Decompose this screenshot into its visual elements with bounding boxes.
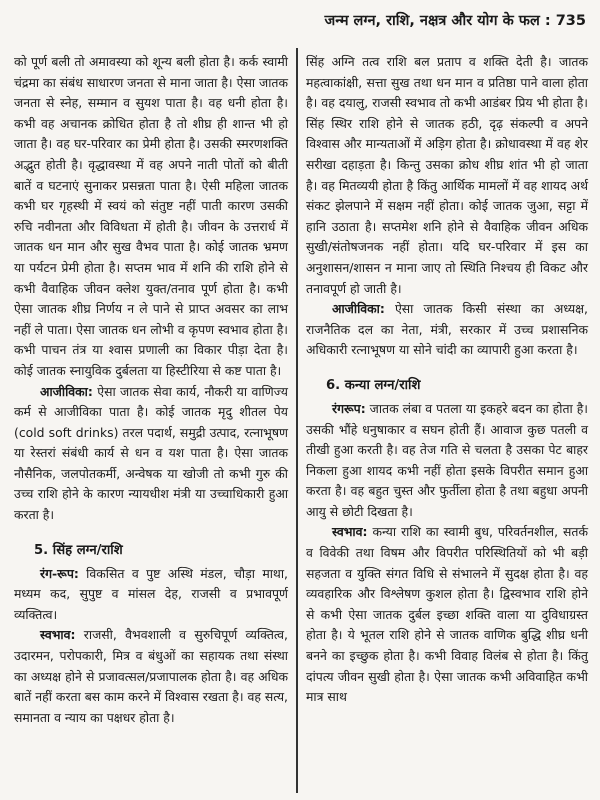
paragraph-livelihood-cancer — [14, 382, 288, 526]
livelihood-label: आजीविका: — [332, 301, 385, 317]
livelihood-text: ऐसा जातक सेवा कार्य, नौकरी या वाणिज्य कर्म से आजीविका पाता है। कोई जातक मृदु शीतल पेय (cold soft drinks) तरल पदार्थ, समुद्री उत्पाद, रत्नाभूषण या रेस्तरां संबंधी कार्य से धन व यश पाता है। ऐसा जातक नौसैनिक, जलपोतकर्मी, अन्वेषक या खोजी तो कभी गुरु की उच्च राशि होने के कारण न्यायधीश मंत्री या उच्चाधिकारी हुआ करता है। — [14, 383, 288, 523]
running-title: जन्म लग्न, राशि, नक्षत्र और योग के फल — [324, 13, 540, 29]
livelihood-label: आजीविका: — [40, 383, 93, 399]
nature-text: राजसी, वैभवशाली व सुरुचिपूर्ण व्यक्तित्व, उदारमन, परोपकारी, मित्र व बंधुओं का सहायक तथा संस्था का अध्यक्ष होने से प्रजावत्सल/प्रजापालक होता है। वह अधिक बातें नहीं करता बस काम करने में विश्वास रखता है। वह सत्य, समानता व न्याय का पक्षधर होता है। — [14, 627, 288, 725]
paragraph-livelihood-leo — [306, 299, 588, 361]
section-heading-virgo: 6. कन्या लग्न/राशि — [326, 377, 421, 393]
nature-label: स्वभाव: — [40, 627, 76, 643]
livelihood-text: ऐसा जातक किसी संस्था का अध्यक्ष, राजनैतिक दल का नेता, मंत्री, सरकार में उच्च प्रशासनिक अधिकारी रत्नाभूषण या सोने चांदी का व्यापारी हुआ करता है। — [306, 301, 588, 358]
right-column — [306, 52, 588, 708]
paragraph-nature-leo — [14, 625, 288, 728]
running-header — [324, 10, 586, 30]
page-number: 735 — [555, 13, 586, 29]
paragraph-nature-virgo — [306, 522, 588, 707]
paragraph-cancer-continued: को पूर्ण बली तो अमावस्या को शून्य बली होता है। कर्क स्वामी चंद्रमा का संबंध साधारण जनता से माना जाता है। ऐसा जातक जनता से स्नेह, सम्मान व सुयश पाता है। वह धनी होता है। कभी वह अचानक क्रोधित होता है तो शीघ्र ही शान्त भी हो जाता है। वह घर-परिवार का प्रेमी होता है। उसकी स्मरणशक्ति अद्भुत होती है। वृद्धावस्था में वह अपने नाती पोतों को बीती बातें व घटनाएं सुनाकर प्रसन्नता पाता है। ऐसी महिला जातक कभी घर गृहस्थी में स्वयं को संतुष्ट नहीं पाती कारण उसकी रुचि नवीनता और विविधता में होती है। जीवन के उत्तरार्ध में जातक धन मान और सुख वैभव पाता है। कोई जातक भ्रमण या पर्यटन प्रेमी होता है। सप्तम भाव में शनि की राशि होने से कभी वैवाहिक जीवन क्लेश युक्त/तनाव पूर्ण होता है। कभी ऐसा जातक शीघ्र निर्णय न ले पाने से प्राप्त अवसर का लाभ नहीं ले पाता। ऐसा जातक धन लोभी व कृपण स्वभाव होता है। कभी पाचन तंत्र या श्वास प्रणाली का विकार पीड़ा देता है। कोई जातक स्नायुविक दुर्बलता या हिस्टीरिया से कष्ट पाता है। — [14, 54, 288, 378]
paragraph-leo-continued: सिंह अग्नि तत्व राशि बल प्रताप व शक्ति देती है। जातक महत्वाकांक्षी, सत्ता सुख तथा धन मान व प्रतिष्ठा पाने वाला होता है। वह दयालु, राजसी स्वभाव तो कभी आडंबर प्रिय भी होता है। सिंह स्थिर राशि होने से जातक हठी, दृढ़ संकल्पी व अपने विश्वास और मान्यताओं में अड़िग होता है। क्रोधावस्था में वह शेर सरीखा दहाड़ता है। किन्तु उसका क्रोध शीघ्र शांत भी हो जाता है। वह मितव्ययी होता है किंतु आर्थिक मामलों में वह शायद अर्थ संकट झेलपाने में सक्षम नहीं होता। कोई जातक जुआ, सट्टा में हानि उठाता है। सप्तमेश शनि होने से वैवाहिक जीवन अधिक सुखी/संतोषजनक नहीं होता। यदि घर-परिवार में इस का अनुशासन/शासन न माना जाए तो स्थिति निश्चय ही विकट और तनावपूर्ण हो जाती है। — [306, 54, 588, 296]
appearance-label: रंग-रूप: — [40, 565, 79, 581]
appearance-text: जातक लंबा व पतला या इकहरे बदन का होता है। उसकी भौंहे धनुषाकार व सघन होती हैं। आवाज कुछ पतली व तीखी हुआ करती है। वह तेज गति से चलता है उसका पेट बाहर निकला हुआ शायद कभी नहीं होता इसके विपरीत समान हुआ करता है। वह बहुत चुस्त और फुर्तीला होता है तथा बहुधा अपनी आयु से छोटी दिखता है। — [306, 400, 588, 519]
appearance-text: विकसित व पुष्ट अस्थि मंडल, चौड़ा माथा, मध्यम कद, सुपुष्ट व मांसल देह, राजसी व प्रभावपूर्ण व्यक्तित्व। — [14, 565, 288, 622]
paragraph-appearance-leo — [14, 564, 288, 626]
left-column — [14, 52, 288, 728]
appearance-label: रंगरूप: — [332, 400, 366, 416]
nature-label: स्वभाव: — [332, 524, 368, 540]
paragraph-appearance-virgo — [306, 399, 588, 523]
column-divider — [296, 48, 298, 793]
nature-text: कन्या राशि का स्वामी बुध, परिवर्तनशील, सतर्क व विवेकी तथा विषम और विपरीत परिस्थितियों को भी बड़ी सहजता व युक्ति संगत विधि से संभालने में सुदक्ष होता है। वह व्यवहारिक और विश्लेषण कुशल होता है। द्विस्वभाव राशि होने से कभी ऐसा जातक दुर्बल इच्छा शक्ति वाला या दुविधाग्रस्त होता है। ये भूतल राशि होने से जातक वाणिक बुद्धि शीघ्र धनी बनने का इच्छुक होता है। कभी विवाह विलंब से होता है। किंतु दांपत्य जीवन सुखी होता है। ऐसा जातक कभी अविवाहित कभी मात्र साथ — [306, 524, 588, 705]
section-heading-leo: 5. सिंह लग्न/राशि — [34, 542, 123, 558]
header-separator: : — [539, 13, 556, 29]
